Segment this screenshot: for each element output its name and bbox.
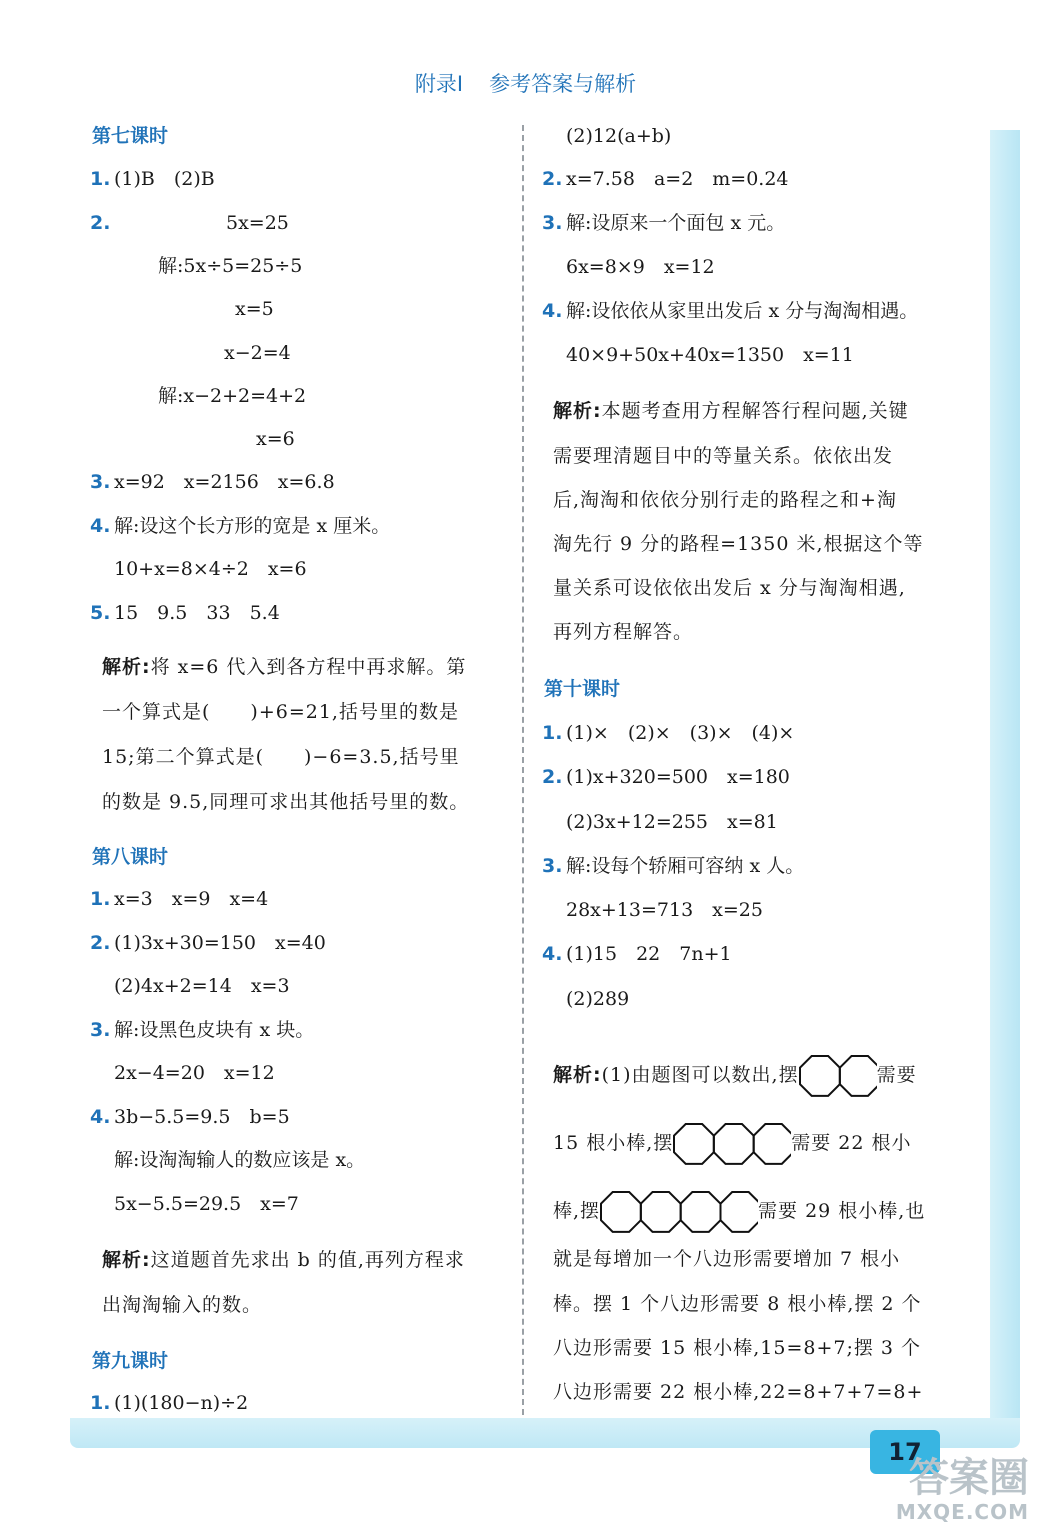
analysis-text: 棒,摆 <box>553 1200 601 1222</box>
answer-text: (1)15 22 7n+1 <box>566 943 732 965</box>
answer-text: (1)B (2)B <box>114 168 215 190</box>
analysis-line: 量关系可设依依出发后 x 分与淘淘相遇, <box>553 577 906 599</box>
answer-text: x=3 x=9 x=4 <box>114 888 269 910</box>
equation-line: 2x−4=20 x=12 <box>114 1062 275 1084</box>
two-octagons-figure <box>799 1055 877 1097</box>
item-number: 3. <box>542 212 563 234</box>
answer-text: (1)(180−n)÷2 <box>114 1392 249 1414</box>
octagon-shape <box>839 1056 876 1096</box>
analysis-text: 这道题首先求出 b 的值,再列方程求 <box>150 1249 465 1271</box>
analysis-text: 需要 <box>876 1064 917 1086</box>
three-octagons-figure <box>673 1123 791 1165</box>
answer-item <box>90 1390 248 1416</box>
answer-text: 3b−5.5=9.5 b=5 <box>114 1106 290 1128</box>
analysis-line <box>553 1123 912 1165</box>
item-number: 4. <box>90 515 111 537</box>
equation-line: 5x=25 <box>226 212 289 234</box>
analysis-text: 将 x=6 代入到各方程中再求解。第 <box>150 656 467 678</box>
analysis-line: 一个算式是( )+6=21,括号里的数是 <box>102 701 459 723</box>
page-number: 17 <box>870 1430 940 1474</box>
analysis-line: 淘先行 9 分的路程=1350 米,根据这个等 <box>553 533 924 555</box>
item-number: 1. <box>542 722 563 744</box>
decorative-side-band <box>990 130 1020 1420</box>
equation-line: (2)4x+2=14 x=3 <box>114 975 290 997</box>
analysis-line <box>553 1055 917 1097</box>
equation-line: (2)12(a+b) <box>566 125 672 147</box>
item-number: 3. <box>90 471 111 493</box>
item-number: 4. <box>542 943 563 965</box>
section-title-lesson8: 第八课时 <box>92 846 169 868</box>
item-number: 4. <box>542 300 563 322</box>
answer-item <box>542 210 785 236</box>
section-title-lesson9: 第九课时 <box>92 1350 169 1372</box>
answer-item <box>542 298 918 324</box>
item-number: 3. <box>542 855 563 877</box>
answer-text: 15 9.5 33 5.4 <box>114 602 280 624</box>
answer-item <box>90 166 215 192</box>
equation-line: 解:5x÷5=25÷5 <box>158 255 303 277</box>
analysis-label: 解析: <box>102 1249 151 1271</box>
answer-item <box>90 886 268 912</box>
equation-line: 5x−5.5=29.5 x=7 <box>114 1193 299 1215</box>
column-divider <box>522 125 524 1415</box>
answer-item <box>90 469 335 495</box>
analysis-line: 就是每增加一个八边形需要增加 7 根小 <box>553 1248 901 1270</box>
octagon-chain <box>601 1192 758 1232</box>
page-header <box>0 68 1051 98</box>
equation-line: 6x=8×9 x=12 <box>566 256 715 278</box>
item-number: 1. <box>90 888 111 910</box>
item-number: 2. <box>542 766 563 788</box>
octagon-shape <box>641 1192 681 1232</box>
answer-item <box>542 166 789 192</box>
analysis-text: 15 根小棒,摆 <box>553 1132 674 1154</box>
answer-text: x=92 x=2156 x=6.8 <box>114 471 335 493</box>
item-number: 2. <box>90 212 111 234</box>
equation-line: x=5 <box>235 298 274 320</box>
item-number: 2. <box>542 168 563 190</box>
octagon-shape <box>754 1124 791 1164</box>
octagon-shape <box>714 1124 754 1164</box>
octagon-shape <box>674 1124 714 1164</box>
analysis-line <box>553 398 909 424</box>
equation-line: 解:x−2+2=4+2 <box>158 385 307 407</box>
answer-text: 解:设每个轿厢可容纳 x 人。 <box>566 855 805 877</box>
equation-line: x−2=4 <box>224 342 291 364</box>
answer-text: 解:设这个长方形的宽是 x 厘米。 <box>114 515 391 537</box>
equation-line: 10+x=8×4÷2 x=6 <box>114 558 307 580</box>
four-octagons-figure <box>600 1191 758 1233</box>
analysis-label: 解析: <box>553 400 602 422</box>
analysis-line: 后,淘淘和依依分别行走的路程之和+淘 <box>553 489 897 511</box>
item-number: 2. <box>90 932 111 954</box>
analysis-line <box>102 654 466 680</box>
analysis-label: 解析: <box>553 1064 602 1086</box>
octagon-chain <box>800 1056 877 1096</box>
equation-line: 28x+13=713 x=25 <box>566 899 763 921</box>
answer-item <box>90 600 280 626</box>
analysis-line: 的数是 9.5,同理可求出其他括号里的数。 <box>102 791 470 813</box>
analysis-text: 需要 22 根小 <box>791 1132 912 1154</box>
octagon-shape <box>681 1192 721 1232</box>
item-number: 4. <box>90 1106 111 1128</box>
section-title-lesson10: 第十课时 <box>544 678 621 700</box>
analysis-line: 八边形需要 15 根小棒,15=8+7;摆 3 个 <box>553 1337 922 1359</box>
item-number: 1. <box>90 1392 111 1414</box>
answer-text: (1)3x+30=150 x=40 <box>114 932 326 954</box>
answer-text: (1)x+320=500 x=180 <box>566 766 790 788</box>
equation-line: (2)289 <box>566 988 630 1010</box>
analysis-label: 解析: <box>102 656 151 678</box>
watermark-text: 答案圈 <box>909 1455 1029 1501</box>
answer-text: 解:设依依从家里出发后 x 分与淘淘相遇。 <box>566 300 919 322</box>
analysis-line: 15;第二个算式是( )−6=3.5,括号里 <box>102 746 460 768</box>
item-number: 3. <box>90 1019 111 1041</box>
answer-text: x=7.58 a=2 m=0.24 <box>566 168 789 190</box>
answer-item <box>90 1104 290 1130</box>
octagon-shape <box>800 1056 840 1096</box>
appendix-label: 附录Ⅰ <box>414 72 464 96</box>
analysis-line: 再列方程解答。 <box>553 621 694 643</box>
analysis-text: (1)由题图可以数出,摆 <box>601 1064 799 1086</box>
answer-item <box>542 720 794 746</box>
answer-item <box>90 1017 314 1043</box>
answer-item <box>90 210 114 236</box>
analysis-line: 八边形需要 22 根小棒,22=8+7+7=8+ <box>553 1381 924 1403</box>
analysis-text: 本题考查用方程解答行程问题,关键 <box>601 400 909 422</box>
octagon-chain <box>674 1124 791 1164</box>
analysis-line: 棒。摆 1 个八边形需要 8 根小棒,摆 2 个 <box>553 1293 922 1315</box>
answer-text: 解:设原来一个面包 x 元。 <box>566 212 786 234</box>
octagon-shape <box>721 1192 758 1232</box>
equation-line: 40×9+50x+40x=1350 x=11 <box>566 344 854 366</box>
section-title-lesson7: 第七课时 <box>92 125 169 147</box>
equation-line: x=6 <box>256 428 295 450</box>
item-number: 1. <box>90 168 111 190</box>
analysis-line: 出淘淘输入的数。 <box>102 1294 263 1316</box>
answer-item <box>542 853 804 879</box>
answer-text: (1)× (2)× (3)× (4)× <box>566 722 795 744</box>
analysis-line: 需要理清题目中的等量关系。依依出发 <box>553 445 894 467</box>
watermark-url: MXQE.COM <box>895 1500 1029 1524</box>
watermark-logo <box>896 1456 1029 1524</box>
answer-text: 解:设黑色皮块有 x 块。 <box>114 1019 315 1041</box>
analysis-line <box>553 1191 925 1233</box>
octagon-shape <box>601 1192 641 1232</box>
header-title: 参考答案与解析 <box>489 72 637 96</box>
item-number: 5. <box>90 602 111 624</box>
answer-item <box>542 764 790 790</box>
equation-line: 解:设淘淘输人的数应该是 x。 <box>114 1149 366 1171</box>
analysis-line <box>102 1247 465 1273</box>
answer-item <box>542 941 732 967</box>
answer-item <box>90 513 390 539</box>
equation-line: (2)3x+12=255 x=81 <box>566 811 778 833</box>
answer-item <box>90 930 326 956</box>
analysis-text: 需要 29 根小棒,也 <box>758 1200 926 1222</box>
